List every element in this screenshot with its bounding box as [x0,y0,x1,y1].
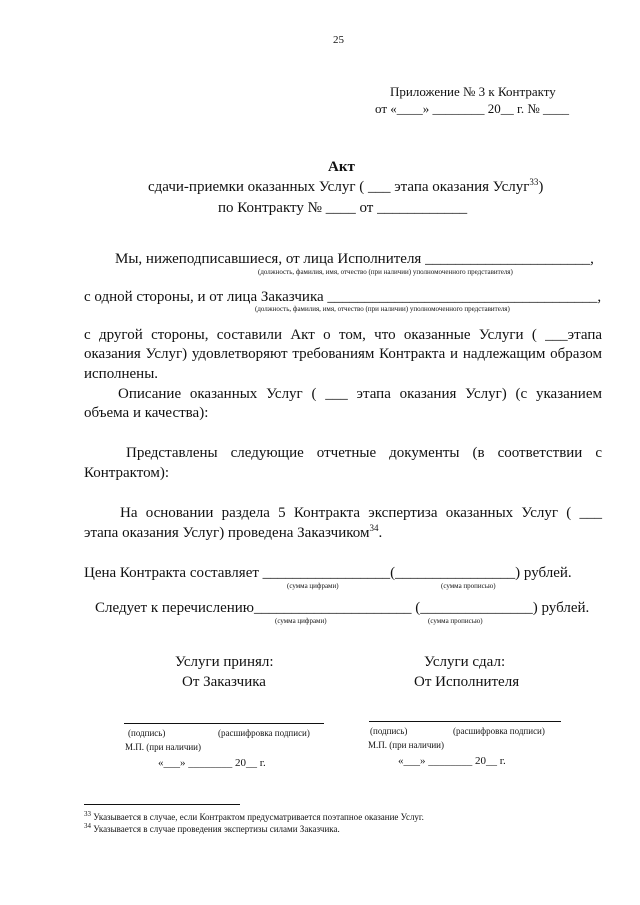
footnote-33: $^{33}$ Указывается в случае, если Контрактом предусматривается поэтапное оказание Услуг. [84,810,424,822]
price-words-caption: (сумма прописью) [441,582,496,590]
paragraph-3-line-1: Представлены следующие отчетные документы (в соответствии с [126,445,602,461]
price-digits-caption: (сумма цифрами) [287,582,339,590]
paragraph-1-line-2: оказания Услуг) удовлетворяют требованиям Контракта и надлежащим образом [84,346,602,362]
executor-handed-title: Услуги сдал: [424,654,506,670]
paragraph-3-line-2: Контрактом): [84,465,169,481]
paragraph-2-line-1: Описание оказанных Услуг ( ___ этапа оказания Услуг) (с указанием [118,386,602,402]
transfer-words-caption: (сумма прописью) [428,617,483,625]
paragraph-1-line-3: исполнены. [84,366,159,382]
footnote-ref-34: 34 [369,523,379,533]
footnote-separator [84,804,240,805]
customer-caption: (должность, фамилия, имя, отчество (при наличии) уполномоченного представителя) [255,305,510,313]
paragraph-2-line-2: объема и качества): [84,405,209,421]
paragraph-1-line-1: с другой стороны, составили Акт о том, что оказанные Услуги ( ___этапа [84,327,602,343]
transfer-digits-caption: (сумма цифрами) [275,617,327,625]
customer-line: с одной стороны, и от лица Заказчика ____________________________________, [84,289,602,305]
executor-line: Мы, нижеподписавшиеся, от лица Исполнителя ______________________, [115,251,594,267]
contract-price-line: Цена Контракта составляет _________________(________________) рублей. [84,565,572,581]
act-subtitle: сдачи-приемки оказанных Услуг ( ___ этапа оказания Услуг$^{33}$) [148,177,544,195]
appendix-line-1: Приложение № 3 к Контракту [390,84,556,99]
act-title: Акт [328,159,355,175]
appendix-line-2: от «____» ________ 20__ г. № ____ [375,101,570,116]
paragraph-4-line-2: этапа оказания Услуг) проведена Заказчиком$^{34}$. [84,523,383,541]
transfer-line: Следует к перечислению_____________________ (_______________) рублей. [95,600,590,616]
executor-decode-caption: (расшифровка подписи) [453,726,545,736]
footnote-ref-33: 33 [529,177,539,187]
customer-accepted-title: Услуги принял: [175,654,274,670]
executor-caption: (должность, фамилия, имя, отчество (при наличии) уполномоченного представителя) [258,268,513,276]
executor-sign-caption: (подпись) [370,726,408,736]
customer-stamp-caption: М.П. (при наличии) [125,742,201,752]
customer-sign-caption: (подпись) [128,728,166,738]
paragraph-4-line-1: На основании раздела 5 Контракта экспертиза оказанных Услуг ( ___ [120,505,602,521]
customer-signature-line [124,723,324,724]
footnote-34: $^{34}$ Указывается в случае проведения экспертизы силами Заказчика. [84,822,340,834]
executor-from-title: От Исполнителя [414,674,520,690]
executor-signature-line [369,721,561,722]
executor-stamp-caption: М.П. (при наличии) [368,740,444,750]
executor-date: «___» ________ 20__ г. [398,755,506,767]
customer-date: «___» ________ 20__ г. [158,757,266,769]
contract-reference: по Контракту № ____ от ____________ [218,200,468,216]
customer-from-title: От Заказчика [182,674,266,690]
customer-decode-caption: (расшифровка подписи) [218,728,310,738]
page-number: 25 [333,34,344,46]
